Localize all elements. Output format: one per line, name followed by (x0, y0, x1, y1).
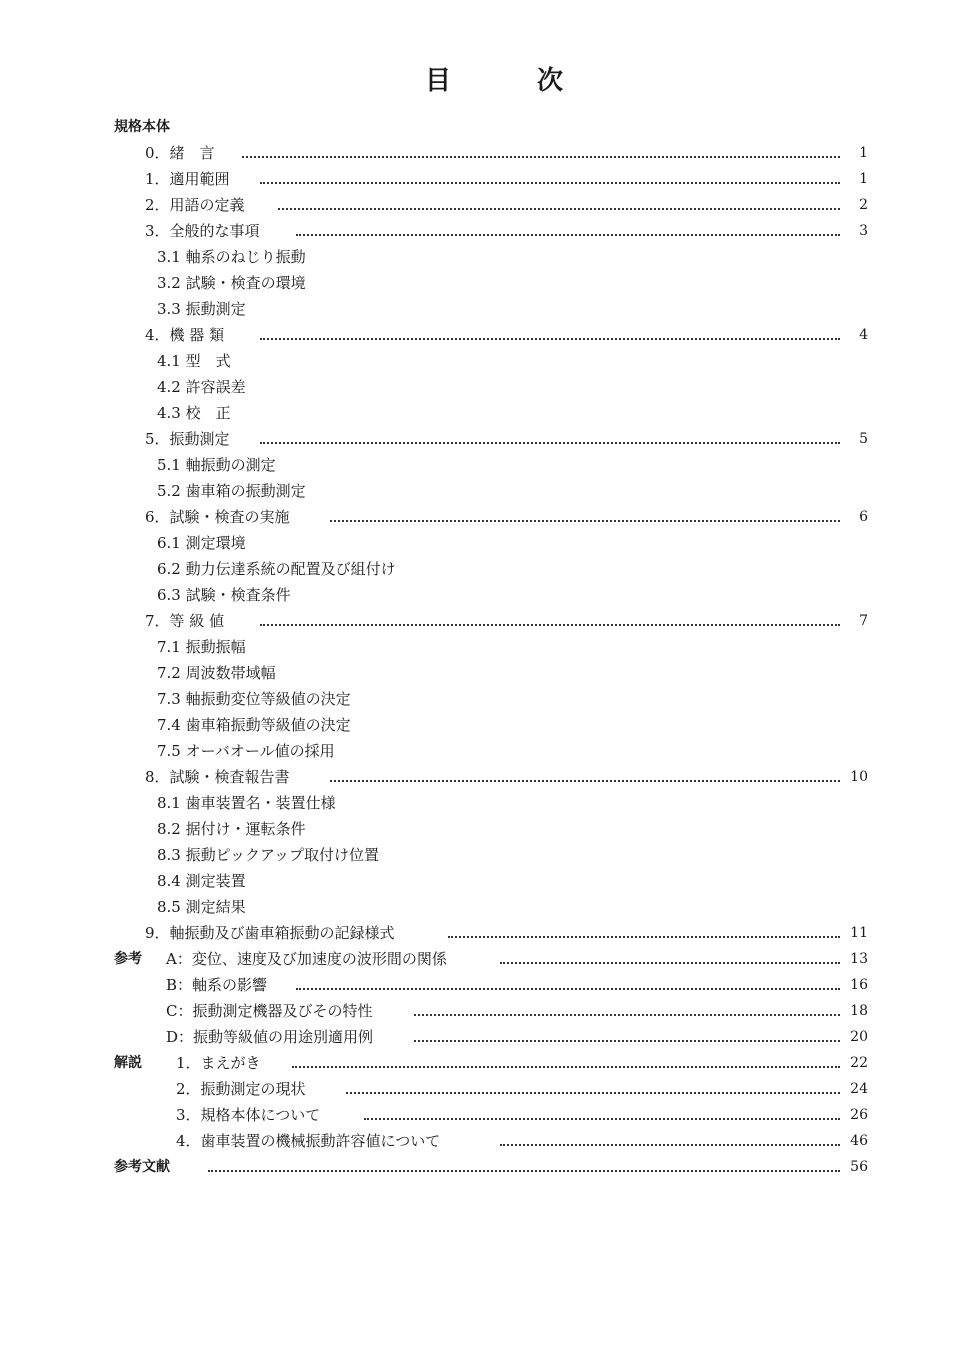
dot-leader (364, 1118, 840, 1120)
toc-subentry[interactable] (0, 790, 960, 816)
entry-text: 8.2 据付け・運転条件 (157, 820, 306, 838)
entry-text: 7.2 周波数帯域幅 (157, 664, 276, 682)
entry-text: 6.2 動力伝達系統の配置及び組付け (157, 560, 396, 578)
toc-subentry[interactable] (0, 868, 960, 894)
entry-text: 4.3 校 正 (157, 404, 231, 422)
toc-entry[interactable] (0, 166, 960, 192)
dot-leader (260, 338, 840, 340)
page-number: 16 (850, 977, 868, 993)
dot-leader (330, 520, 840, 522)
page-number: 22 (850, 1055, 868, 1071)
page-number: 26 (850, 1107, 868, 1123)
page-number: 6 (859, 509, 868, 525)
dot-leader (330, 780, 840, 782)
dot-leader (296, 234, 840, 236)
entry-text: B：軸系の影響 (166, 976, 268, 994)
toc-subentry[interactable] (0, 712, 960, 738)
page-number: 20 (850, 1029, 868, 1045)
dot-leader (346, 1092, 840, 1094)
entry-text: 8.1 歯車装置名・装置仕様 (157, 794, 336, 812)
toc-subentry[interactable] (0, 270, 960, 296)
entry-text: 1．適用範囲 (145, 170, 230, 188)
toc-subentry[interactable] (0, 556, 960, 582)
dot-leader (414, 1014, 840, 1016)
page-number: 46 (850, 1133, 868, 1149)
entry-text: 8．試験・検査報告書 (145, 768, 290, 786)
entry-text: 0．緒 言 (145, 144, 215, 162)
page-number: 11 (850, 925, 868, 941)
toc-subentry[interactable] (0, 400, 960, 426)
section-label-bibliography: 参考文献 (114, 1159, 170, 1175)
toc-subentry[interactable] (0, 296, 960, 322)
toc-entry[interactable] (0, 998, 960, 1024)
page-number: 56 (850, 1159, 868, 1175)
entry-text: 2．用語の定義 (145, 196, 245, 214)
page-number: 1 (859, 171, 868, 187)
dot-leader (292, 1066, 840, 1068)
toc-subentry[interactable] (0, 244, 960, 270)
entry-text: 8.3 振動ピックアップ取付け位置 (157, 846, 379, 864)
entry-text: 5.2 歯車箱の振動測定 (157, 482, 306, 500)
toc-subentry[interactable] (0, 660, 960, 686)
toc-entry[interactable] (0, 1102, 960, 1128)
toc-subentry[interactable] (0, 894, 960, 920)
toc-entry[interactable] (0, 322, 960, 348)
entry-text: A：変位、速度及び加速度の波形間の関係 (166, 950, 447, 968)
dot-leader (296, 988, 840, 990)
entry-text: 6.1 測定環境 (157, 534, 246, 552)
dot-leader (260, 624, 840, 626)
entry-text: 8.4 測定装置 (157, 872, 246, 890)
page-number: 1 (859, 145, 868, 161)
entry-text: 7.5 オーバオール値の採用 (157, 742, 335, 760)
toc-subentry[interactable] (0, 452, 960, 478)
entry-text: 7.4 歯車箱振動等級値の決定 (157, 716, 351, 734)
entry-text: 6.3 試験・検査条件 (157, 586, 291, 604)
dot-leader (414, 1040, 840, 1042)
entry-text: 8.5 測定結果 (157, 898, 246, 916)
dot-leader (260, 442, 840, 444)
page-number: 13 (850, 951, 868, 967)
section-label-reference: 参考 (114, 951, 142, 967)
dot-leader (500, 962, 840, 964)
page-number: 5 (859, 431, 868, 447)
entry-text: 4.2 許容誤差 (157, 378, 246, 396)
dot-leader (208, 1170, 840, 1172)
toc-entry[interactable] (0, 1076, 960, 1102)
entry-text: 3．全般的な事項 (145, 222, 260, 240)
entry-text: C：振動測定機器及びその特性 (166, 1002, 373, 1020)
toc-entry[interactable] (0, 920, 960, 946)
toc-subentry[interactable] (0, 634, 960, 660)
entry-text: 5．振動測定 (145, 430, 230, 448)
entry-text: 4．機 器 類 (145, 326, 225, 344)
page-number: 18 (850, 1003, 868, 1019)
entry-text: 7．等 級 値 (145, 612, 225, 630)
toc-subentry[interactable] (0, 738, 960, 764)
entry-text: 2．振動測定の現状 (176, 1080, 306, 1098)
entry-text: 5.1 軸振動の測定 (157, 456, 276, 474)
toc-subentry[interactable] (0, 530, 960, 556)
section-label-main: 規格本体 (114, 119, 170, 135)
toc-entry[interactable] (0, 426, 960, 452)
toc-entry[interactable] (0, 1128, 960, 1154)
entry-text: 1．まえがき (176, 1054, 261, 1072)
dot-leader (448, 936, 840, 938)
toc-entry[interactable] (0, 946, 960, 972)
toc-subentry[interactable] (0, 348, 960, 374)
toc-entry[interactable] (0, 608, 960, 634)
toc-title (0, 60, 960, 100)
entry-text: 7.1 振動振幅 (157, 638, 246, 656)
title-char-1: 目 (425, 66, 452, 96)
toc-entry[interactable] (0, 972, 960, 998)
toc-entry[interactable] (0, 764, 960, 790)
page-number: 4 (859, 327, 868, 343)
section-label-commentary: 解説 (114, 1055, 142, 1071)
toc-subentry[interactable] (0, 816, 960, 842)
entry-text: 4．歯車装置の機械振動許容値について (176, 1132, 441, 1150)
entry-text: 6．試験・検査の実施 (145, 508, 290, 526)
toc-entry[interactable] (0, 504, 960, 530)
page-number: 10 (850, 769, 868, 785)
entry-text: 4.1 型 式 (157, 352, 231, 370)
title-char-2: 次 (537, 66, 564, 96)
dot-leader (278, 208, 840, 210)
page-number: 3 (859, 223, 868, 239)
entry-text: 3.2 試験・検査の環境 (157, 274, 306, 292)
toc-subentry[interactable] (0, 478, 960, 504)
dot-leader (500, 1144, 840, 1146)
toc-entry[interactable] (0, 192, 960, 218)
toc-entry[interactable] (0, 1050, 960, 1076)
entry-text: D：振動等級値の用途別適用例 (166, 1028, 374, 1046)
entry-text: 3.3 振動測定 (157, 300, 246, 318)
page-number: 7 (859, 613, 868, 629)
toc-subentry[interactable] (0, 582, 960, 608)
toc-entry[interactable] (0, 218, 960, 244)
dot-leader (260, 182, 840, 184)
toc-subentry[interactable] (0, 686, 960, 712)
entry-text: 3．規格本体について (176, 1106, 321, 1124)
dot-leader (242, 156, 840, 158)
toc-entry[interactable] (0, 140, 960, 166)
toc-entry[interactable] (0, 1024, 960, 1050)
entry-text: 7.3 軸振動変位等級値の決定 (157, 690, 351, 708)
page-number: 2 (859, 197, 868, 213)
toc-subentry[interactable] (0, 374, 960, 400)
entry-text: 9．軸振動及び歯車箱振動の記録様式 (145, 924, 395, 942)
toc-entry[interactable] (0, 1154, 960, 1180)
page-number: 24 (850, 1081, 868, 1097)
section-main (0, 114, 960, 140)
toc-subentry[interactable] (0, 842, 960, 868)
entry-text: 3.1 軸系のねじり振動 (157, 248, 306, 266)
